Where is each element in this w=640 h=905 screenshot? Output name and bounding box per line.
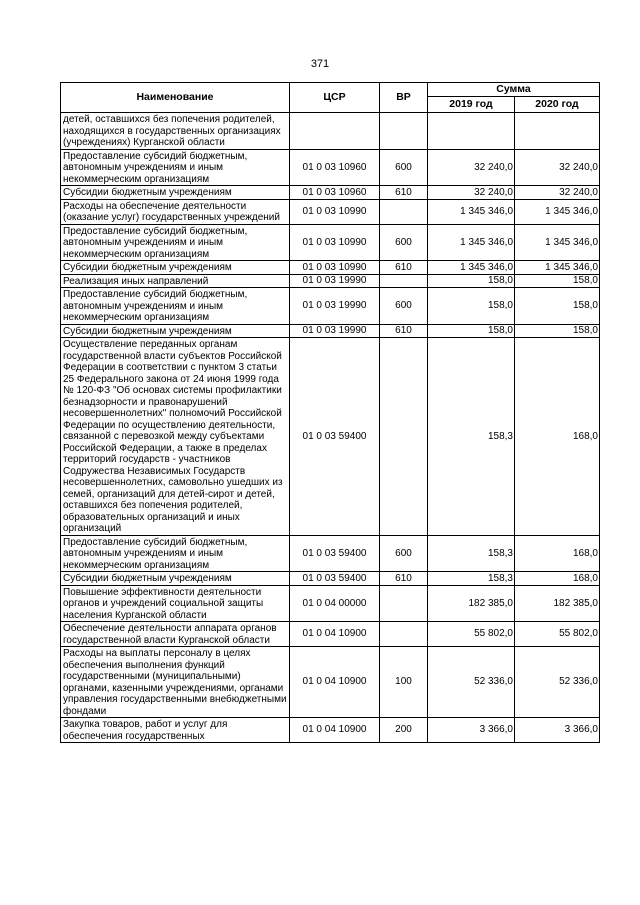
header-2020: 2020 год [515, 97, 600, 113]
row-name: Закупка товаров, работ и услуг для обеспечения государственных [61, 718, 290, 743]
row-2019: 55 802,0 [428, 622, 515, 647]
row-2020: 52 336,0 [515, 647, 600, 718]
row-name: Субсидии бюджетным учреждениям [61, 572, 290, 586]
row-vr: 610 [380, 261, 428, 275]
row-2020: 32 240,0 [515, 186, 600, 200]
row-2019: 1 345 346,0 [428, 224, 515, 261]
row-2019: 182 385,0 [428, 585, 515, 622]
row-2020: 182 385,0 [515, 585, 600, 622]
row-vr: 610 [380, 572, 428, 586]
row-2020: 158,0 [515, 288, 600, 325]
row-name: Субсидии бюджетным учреждениям [61, 186, 290, 200]
row-2020: 158,0 [515, 324, 600, 338]
row-2019: 3 366,0 [428, 718, 515, 743]
row-csr: 01 0 03 59400 [290, 572, 380, 586]
table-row [61, 261, 600, 275]
row-vr: 600 [380, 288, 428, 325]
row-csr: 01 0 03 59400 [290, 338, 380, 536]
budget-table [60, 82, 600, 743]
row-2020: 1 345 346,0 [515, 261, 600, 275]
row-csr: 01 0 04 10900 [290, 647, 380, 718]
header-csr: ЦСР [290, 83, 380, 113]
row-csr: 01 0 03 10960 [290, 149, 380, 186]
header-name: Наименование [61, 83, 290, 113]
table-row [61, 224, 600, 261]
row-2019: 32 240,0 [428, 149, 515, 186]
table-row [61, 324, 600, 338]
row-name: Осуществление переданных органам государственной власти субъектов Российской Федерации в соответствии с пунктом 3 статьи 25 Федерального закона от 24 июня 1999 года № 120-ФЗ "Об основах системы профилактики безнадзорности и правонарушений несовершеннолетних" полномочий Российской Федерации по осуществлению деятельности, связанной с перевозкой между субъектами Российской Федерации, а также в пределах территорий государств - участников Содружества Независимых Государств несовершеннолетних, самовольно ушедших из семей, организаций для детей-сирот и детей, оставшихся без попечения родителей, образовательных организаций и иных организаций [61, 338, 290, 536]
row-csr [290, 113, 380, 150]
row-2019: 1 345 346,0 [428, 261, 515, 275]
row-2019: 158,3 [428, 535, 515, 572]
row-name: Субсидии бюджетным учреждениям [61, 324, 290, 338]
row-vr: 200 [380, 718, 428, 743]
row-2019: 158,0 [428, 274, 515, 288]
table-row [61, 718, 600, 743]
table-row [61, 274, 600, 288]
row-2020: 3 366,0 [515, 718, 600, 743]
row-2020: 32 240,0 [515, 149, 600, 186]
row-csr: 01 0 04 00000 [290, 585, 380, 622]
table-row [61, 647, 600, 718]
row-2020: 168,0 [515, 572, 600, 586]
row-name: Субсидии бюджетным учреждениям [61, 261, 290, 275]
row-csr: 01 0 03 19990 [290, 324, 380, 338]
row-vr [380, 622, 428, 647]
row-name: Предоставление субсидий бюджетным, автономным учреждениям и иным некоммерческим организациям [61, 149, 290, 186]
row-2020: 168,0 [515, 338, 600, 536]
row-csr: 01 0 04 10900 [290, 622, 380, 647]
row-name: Предоставление субсидий бюджетным, автономным учреждениям и иным некоммерческим организациям [61, 535, 290, 572]
row-csr: 01 0 03 10990 [290, 224, 380, 261]
row-name: детей, оставшихся без попечения родителей, находящихся в государственных организациях (учреждениях) Курганской области [61, 113, 290, 150]
row-vr [380, 274, 428, 288]
row-vr: 100 [380, 647, 428, 718]
table-row [61, 622, 600, 647]
page-number: 371 [310, 58, 330, 70]
header-vr: ВР [380, 83, 428, 113]
row-2020: 1 345 346,0 [515, 199, 600, 224]
row-csr: 01 0 03 10990 [290, 261, 380, 275]
row-name: Предоставление субсидий бюджетным, автономным учреждениям и иным некоммерческим организациям [61, 288, 290, 325]
row-2020: 158,0 [515, 274, 600, 288]
row-csr: 01 0 03 10990 [290, 199, 380, 224]
table-row [61, 199, 600, 224]
row-2020: 55 802,0 [515, 622, 600, 647]
table-row [61, 186, 600, 200]
row-vr: 600 [380, 224, 428, 261]
table-row [61, 288, 600, 325]
row-2020 [515, 113, 600, 150]
row-name: Расходы на выплаты персоналу в целях обеспечения выполнения функций государственными (муниципальными) органами, казенными учреждениями, органами управления государственными внебюджетными фондами [61, 647, 290, 718]
row-vr [380, 113, 428, 150]
row-vr: 600 [380, 535, 428, 572]
row-name: Повышение эффективности деятельности органов и учреждений социальной защиты населения Курганской области [61, 585, 290, 622]
row-vr [380, 338, 428, 536]
row-2020: 1 345 346,0 [515, 224, 600, 261]
row-csr: 01 0 04 10900 [290, 718, 380, 743]
row-csr: 01 0 03 10960 [290, 186, 380, 200]
row-csr: 01 0 03 19990 [290, 288, 380, 325]
table-row [61, 149, 600, 186]
row-2020: 168,0 [515, 535, 600, 572]
header-sum: Сумма [428, 83, 600, 97]
row-csr: 01 0 03 59400 [290, 535, 380, 572]
row-2019 [428, 113, 515, 150]
header-2019: 2019 год [428, 97, 515, 113]
table-row [61, 535, 600, 572]
row-csr: 01 0 03 19990 [290, 274, 380, 288]
table-row [61, 585, 600, 622]
row-2019: 52 336,0 [428, 647, 515, 718]
row-name: Предоставление субсидий бюджетным, автономным учреждениям и иным некоммерческим организациям [61, 224, 290, 261]
row-vr [380, 585, 428, 622]
row-name: Расходы на обеспечение деятельности (оказание услуг) государственных учреждений [61, 199, 290, 224]
row-2019: 158,0 [428, 288, 515, 325]
row-vr: 600 [380, 149, 428, 186]
row-name: Реализация иных направлений [61, 274, 290, 288]
row-2019: 158,3 [428, 572, 515, 586]
row-name: Обеспечение деятельности аппарата органов государственной власти Курганской области [61, 622, 290, 647]
row-2019: 1 345 346,0 [428, 199, 515, 224]
row-vr [380, 199, 428, 224]
row-vr: 610 [380, 186, 428, 200]
row-2019: 32 240,0 [428, 186, 515, 200]
table-row [61, 113, 600, 150]
row-2019: 158,3 [428, 338, 515, 536]
table-body [61, 113, 600, 743]
table-row [61, 338, 600, 536]
row-vr: 610 [380, 324, 428, 338]
row-2019: 158,0 [428, 324, 515, 338]
table-row [61, 572, 600, 586]
